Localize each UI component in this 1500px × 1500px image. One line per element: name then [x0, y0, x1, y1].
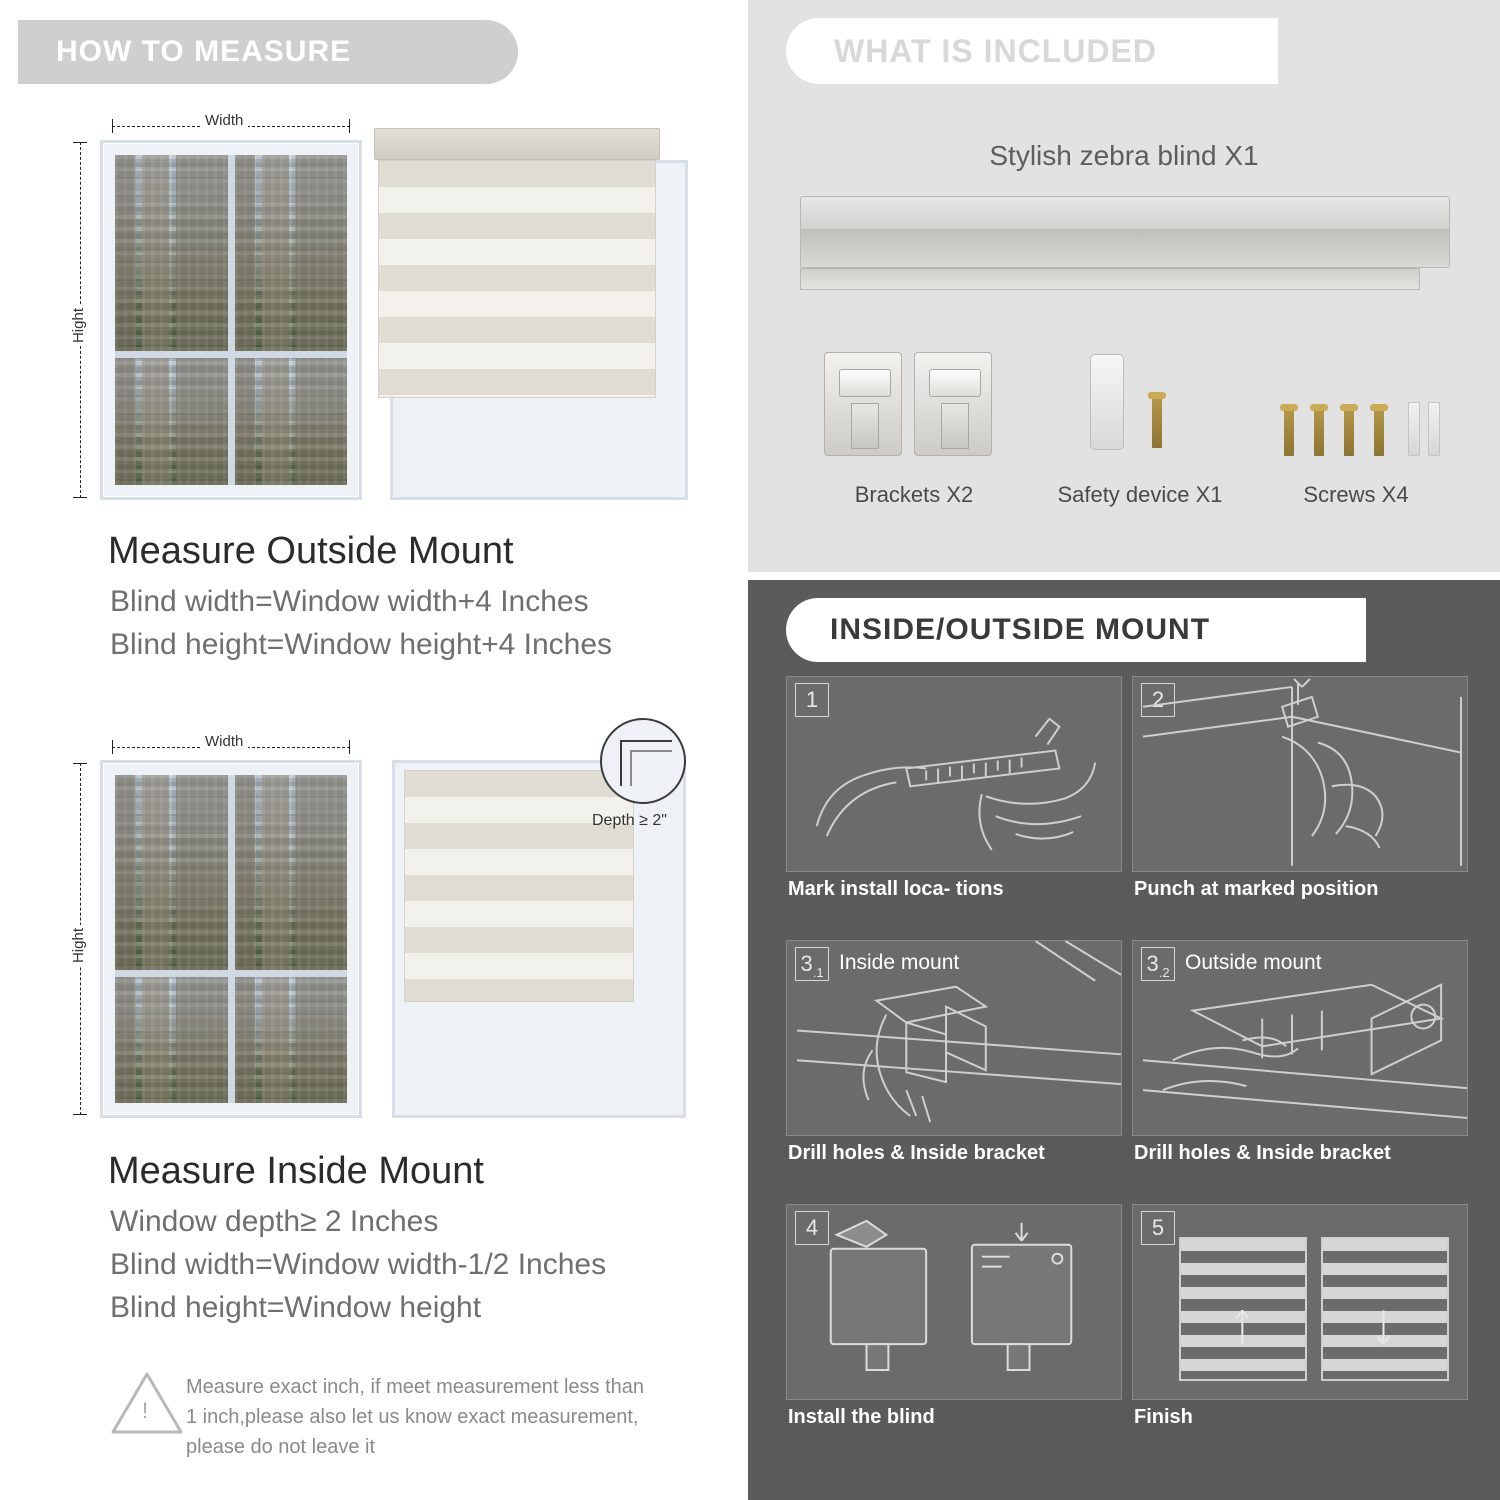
step-card-2 [1132, 676, 1468, 872]
outside-blind-headrail [374, 128, 660, 160]
step-3-2-sketch [1133, 941, 1467, 1136]
step-number-text: 3 [800, 951, 813, 976]
step-number-sub: .2 [1158, 965, 1170, 980]
depth-callout-circle [600, 718, 686, 804]
inside-mount-line-1: Window depth≥ 2 Inches [110, 1205, 439, 1238]
step-caption-1: Mark install loca- tions [788, 878, 1004, 900]
inside-width-tick-left [112, 740, 113, 754]
inside-height-tick-bottom [73, 1114, 87, 1115]
what-is-included-tab: WHAT IS INCLUDED [786, 18, 1278, 84]
safety-device-part [1090, 354, 1124, 450]
outside-width-tick-right [349, 119, 350, 133]
warning-exclamation: ! [142, 1398, 149, 1423]
window-pane [235, 155, 348, 351]
inside-mount-line-3: Blind height=Window height [110, 1291, 482, 1324]
step-number-text: 5 [1151, 1215, 1165, 1240]
screws-label: Screws X4 [1303, 482, 1409, 507]
window-pane [235, 775, 348, 970]
inside-width-tick-right [349, 740, 350, 754]
screw-part-2 [1314, 404, 1324, 456]
step-caption-3-2: Drill holes & Inside bracket [1134, 1142, 1391, 1164]
step-caption-2: Punch at marked position [1134, 878, 1379, 900]
outside-mount-line-1: Blind width=Window width+4 Inches [110, 585, 589, 618]
outside-mount-heading: Measure Outside Mount [108, 530, 514, 572]
window-pane [235, 358, 348, 485]
step-5-arrows [1133, 1205, 1467, 1400]
inside-mount-line-2: Blind width=Window width-1/2 Inches [110, 1248, 607, 1281]
inside-height-tick-top [73, 763, 87, 764]
wall-anchor-2 [1428, 402, 1440, 456]
measure-note-text: Measure exact inch, if meet measurement less than 1 inch,please also let us know exact measurement, please do not leave it [186, 1376, 644, 1458]
screw-part-3 [1344, 404, 1354, 456]
window-pane [115, 977, 228, 1103]
step-1-sketch [787, 677, 1121, 872]
step-card-4 [786, 1204, 1122, 1400]
inside-window-illustration [100, 760, 362, 1118]
window-pane [115, 358, 228, 485]
step-3-2-title: Outside mount [1185, 951, 1322, 974]
step-card-1 [786, 676, 1122, 872]
inside-blind-fabric [404, 770, 634, 1002]
safety-device-label: Safety device X1 [1057, 482, 1223, 507]
warning-triangle-icon [110, 1370, 184, 1436]
outside-height-tick-bottom [73, 497, 87, 498]
step-number-text: 2 [1151, 687, 1165, 712]
step-4-sketch [787, 1205, 1121, 1400]
zebra-blind-headrail [800, 196, 1450, 268]
step-3-1-title: Inside mount [839, 951, 960, 974]
step-card-3-2 [1132, 940, 1468, 1136]
step-number-text: 4 [805, 1215, 819, 1240]
inside-width-label: Width [200, 733, 248, 750]
bracket-part-1 [824, 352, 902, 456]
inside-outside-mount-panel [748, 580, 1500, 1500]
screw-part-4 [1374, 404, 1384, 456]
window-pane [115, 155, 228, 351]
wall-anchor-1 [1408, 402, 1420, 456]
outside-height-label: Hight [70, 305, 87, 346]
outside-width-label: Width [200, 112, 248, 129]
zebra-blind-headrail-lip [800, 268, 1420, 290]
outside-mount-line-2: Blind height=Window height+4 Inches [110, 628, 613, 661]
inside-outside-mount-tab: INSIDE/OUTSIDE MOUNT [786, 598, 1366, 662]
step-card-5 [1132, 1204, 1468, 1400]
inside-height-label: Hight [70, 925, 87, 966]
included-product-title: Stylish zebra blind X1 [989, 140, 1259, 171]
step-2-sketch [1133, 677, 1467, 872]
how-to-measure-tab: HOW TO MEASURE [18, 20, 518, 84]
brackets-label: Brackets X2 [854, 482, 974, 507]
screw-part-1 [1284, 404, 1294, 456]
outside-width-tick-left [112, 119, 113, 133]
depth-callout-label: Depth ≥ 2" [592, 812, 667, 829]
step-caption-5: Finish [1134, 1406, 1193, 1428]
inside-mount-heading: Measure Inside Mount [108, 1150, 484, 1192]
what-is-included-panel [748, 0, 1500, 572]
step-number-text: 1 [805, 687, 819, 712]
step-number-text: 3 [1146, 951, 1159, 976]
step-number-sub: .1 [812, 965, 824, 980]
outside-window-illustration [100, 140, 362, 500]
step-3-1-sketch [787, 941, 1121, 1136]
step-caption-3-1: Drill holes & Inside bracket [788, 1142, 1045, 1164]
window-pane [115, 775, 228, 970]
outside-height-tick-top [73, 142, 87, 143]
safety-device-screw [1152, 392, 1162, 448]
how-to-measure-panel [0, 0, 738, 1500]
step-card-3-1 [786, 940, 1122, 1136]
bracket-part-2 [914, 352, 992, 456]
window-pane [235, 977, 348, 1103]
step-caption-4: Install the blind [788, 1406, 935, 1428]
outside-blind-fabric [378, 160, 656, 398]
